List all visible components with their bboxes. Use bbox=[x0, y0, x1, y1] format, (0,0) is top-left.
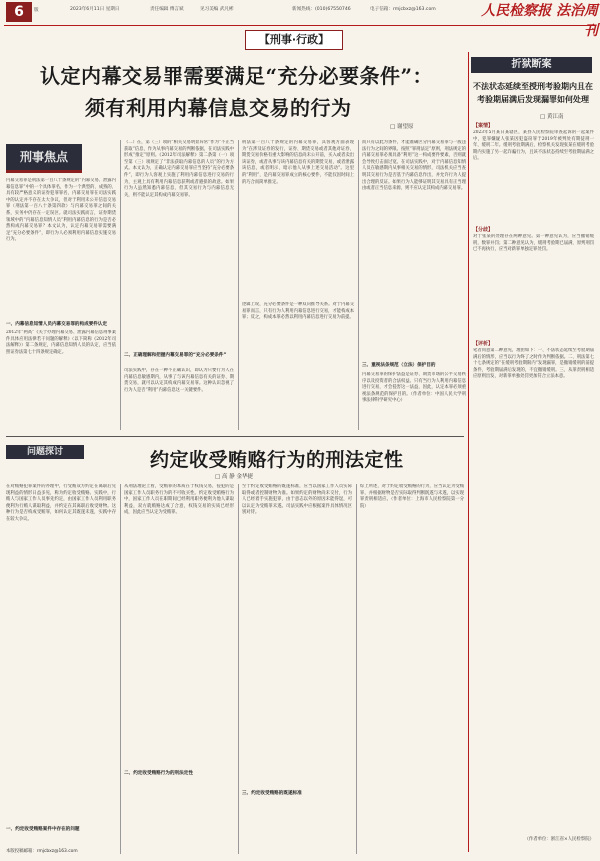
column-divider bbox=[358, 140, 359, 430]
header-rule bbox=[4, 25, 596, 26]
article1-col4b: 内幕交易罪的保护法益是证券、期货市场的公平交易秩序以及投资者的合法权益。只有当行为人利用内幕信息进行交易，才会侵害这一法益，因此，认定本罪必须重视法条规范的保护目的。（作者单位：中国人民大学刑事法律科学研究中心） bbox=[362, 372, 466, 404]
sidebar-byline: □ 黄江南 bbox=[540, 114, 564, 120]
editor: 责任编辑 傅言斌 bbox=[150, 7, 184, 12]
article2-subhead1: 一、约定收受贿赂案件中存在的问题 bbox=[6, 827, 80, 832]
column-badge-discussion: 问题探讨 bbox=[6, 445, 84, 459]
sidebar-analysis-label: 【评析】 bbox=[473, 341, 494, 347]
article1-subhead2: 二、正确理解和把握内幕交易罪的“充分必要条件” bbox=[124, 353, 227, 358]
article1-title-line2: 须有利用内幕信息交易的行为 bbox=[85, 96, 352, 120]
article2-col2: 从刑法理论上看，受贿罪的本质在于权钱交易，侵犯的是国家工作人员职务行为的不可收买性。约定收受贿赂行为中，国家工作人员在职期间已经利用职务便利为他人谋取利益，双方就贿赂达成了合意，权钱交易的实质已经形成，因此应当认定为受贿罪。 bbox=[124, 484, 234, 516]
page-label: 版 bbox=[34, 8, 39, 13]
column-divider bbox=[238, 484, 239, 854]
article-divider bbox=[6, 436, 464, 437]
sidebar-divider bbox=[468, 52, 469, 852]
article1-col1b: 2012年“两高”《关于办理内幕交易、泄露内幕信息刑事案件具体应用法律若干问题的解释》（以下简称《2012年司法解释》）第二条规定，内幕信息知情人员的认定，应当依照证券法第七十四条规定确定。 bbox=[6, 330, 116, 355]
email: 电子信箱：rmjcbxz@163.com bbox=[370, 7, 436, 12]
article2-col3: 至于约定收受贿赂的既遂标准，应当以国家工作人员实际取得或者控制财物为准。如果约定的财物尚未交付，行为人已经着手实施犯罪，由于意志以外的原因未能得逞，可以认定为受贿罪未遂。司法实践中应根据案件具体情况区别对待。 bbox=[242, 484, 352, 516]
column-divider bbox=[238, 140, 239, 430]
column-divider bbox=[120, 140, 121, 430]
article1-col3b: 逻辑上说，充分必要条件是一种双向推导关系。对于内幕交易罪而言，只有行为人利用内幕信息进行交易，才能构成本罪；反之，构成本罪必然以利用内幕信息进行交易为前提。 bbox=[242, 302, 354, 321]
hotline: 新闻热线：(010)67550746 bbox=[292, 7, 351, 12]
footer-note: 本版投稿邮箱：rmjcbxz@163.com bbox=[6, 849, 78, 854]
sidebar-case-text: 2023年5月某日某辖区，某县人民检察院审查起诉的一起案件中，犯罪嫌疑人张某因犯盗窃罪于2019年被判处有期徒刑一年，缓刑二年。缓刑考验期满后，检察机关发现张某在缓刑考验期内实施了另一起诈骗行为，且该不法状态持续至考验期届满之后。 bbox=[473, 130, 594, 162]
issue-date: 2023年6月11日 星期日 bbox=[70, 7, 120, 12]
article1-col2b: 司法实践中，存在一种不正确认识，即认为只要行为人在内幕信息敏感期内，从事了与该内幕信息有关的证券、期货交易，就可以认定其构成内幕交易罪。这种认识忽视了行为人是否“利用”内幕信息这一关键要件。 bbox=[124, 368, 234, 393]
article2-col4: 综上所述，对于约定收受贿赂的行为，应当认定为受贿罪，并根据财物是否实际取得判断既遂与未遂，以实现罪责刑相适应。（作者单位：上海市人民检察院第一分院） bbox=[360, 484, 464, 509]
section-tag: 【刑事·行政】 bbox=[245, 30, 343, 50]
proof-editor: 见习美编 武凡彬 bbox=[200, 7, 234, 12]
page-number: 6 bbox=[6, 2, 32, 22]
column-badge-focus: 刑事焦点 bbox=[6, 144, 82, 173]
column-divider bbox=[120, 484, 121, 854]
article1-subhead3: 三、重视法条规范（立法）保护目的 bbox=[362, 363, 436, 368]
article1-byline: □ 谢望原 bbox=[390, 124, 414, 130]
sidebar-title-line1: 不法状态延续至授刑考验期内且在 bbox=[473, 81, 593, 91]
article1-col1: 内幕交易罪是刑法第一百八十条规定的“内幕交易、泄露内幕信息罪”中的一个具体罪名，作为一个典型的、成熟的、具有较严格意义的证券犯罪罪名，内幕交易罪在司法实践中的认定并不存在太大争议，但对于利用未公开信息交易罪（刑法第一百八十条第四款）与内幕交易罪之间的关系，实务中仍存在一定误区。就司法实践而言，证券期货领域中的“内幕信息知情人员”利用内幕信息的行为是否必然构成内幕交易罪？本文认为，认定内幕交易罪需要满足“充分必要条件”，即行为人必须利用内幕信息实施交易行为。 bbox=[6, 178, 116, 243]
sidebar-split-text: 对于张某的处理存在两种意见。第一种意见认为，应当撤销缓刑，数罪并罚；第二种意见认为，缓刑考验期已届满，原判刑罚已不再执行，应当对新罪单独定罪处罚。 bbox=[473, 234, 594, 253]
sidebar-analysis-text: 笔者同意第二种意见，理由如下：一、不法状态延续至考验期届满后的情形，应当以行为终了之时作为判断依据。二、刑法第七十七条规定的“在缓刑考验期限内”发现漏罪，是撤销缓刑的前提条件，考验期届满后发现的，不宜撤销缓刑。三、从罪责刑相适应原则出发，对新罪单独处罚更加符合立法本意。 bbox=[473, 348, 594, 380]
sidebar-author: （作者单位：浙江省×人民检察院） bbox=[524, 837, 594, 842]
masthead-logo: 人民检察报 法治周刊 bbox=[481, 3, 598, 39]
article1-title-line1: 认定内幕交易罪需要满足“充分必要条件”： bbox=[40, 64, 434, 88]
sidebar-title-line2: 考验期届满后发现漏罪如何处理 bbox=[477, 94, 589, 104]
column-divider bbox=[356, 484, 357, 854]
article1-subhead1: 一、内幕信息知情人员内幕交易罪的构成要件认定 bbox=[6, 322, 108, 327]
article2-col1: 在对贿赂犯罪案件的办理中，行受贿双方约定在离职后兑现利益的情形日益多见，称为约定收受贿赂。实践中，行贿人与国家工作人员事先约定，由国家工作人员利用职务便利为行贿人谋取利益，并约定在其离职后收受财物。这种行为是否构成受贿罪，如何认定其既遂未遂，实践中存在较大争议。 bbox=[6, 484, 116, 522]
article2-subhead2: 二、约定收受贿赂行为的刑法定性 bbox=[124, 771, 193, 776]
article1-col2: （二）在，第（三）项的“相关交易明显异常”作为“不正当获取”信息，作为从事内幕交易的判断依据，在司法实践中形成“推定”原则。《2012年司法解释》第二条第（一）项至第（三）项规定了“非法获取内幕信息的人员”的行为方式。本文认为，正确认定内幕交易罪应当坚持“充分必要条件”，即行为人客观上实施了利用内幕信息进行交易的行为，主观上具有利用内幕信息获利或者避损的故意。如果行为人虽然知悉内幕信息，但其交易行为与内幕信息无关，则不能认定其构成内幕交易罪。 bbox=[124, 140, 234, 198]
article1-col3: 刑法第一百八十条规定的内幕交易罪，其客观方面表现为“在涉及证券的发行，证券、期货交易或者其他对证券、期货交易价格有重大影响的信息尚未公开前，买入或者卖出该证券，或者从事与该内幕信息有关的期货交易，或者泄露该信息，或者明示、暗示他人从事上述交易活动”。这里的“利用”，是内幕交易罪成立的核心要件，不能仅因时间上的巧合而简单推定。 bbox=[242, 140, 354, 185]
article2-byline: □ 高 静 金华捷 bbox=[215, 474, 253, 480]
article1-col4: 而只有以此为条件，才能准确区分内幕交易罪与一般违法行为之间的界限。按照“罪刑法定”原则，刑法规定的内幕交易罪必须具备“利用”这一构成要件要素，否则就会导致打击面过宽。在司法实践中，对于内幕信息知情人员在敏感期内从事相关交易的情形，司法机关应当查明其交易行为是否基于内幕信息作出，并允许行为人提出合理的反证。如果行为人能够证明其交易具有正当理由或者正当信息来源，则不应认定其构成内幕交易罪。 bbox=[362, 140, 466, 192]
sidebar-case-label: 【案情】 bbox=[473, 123, 494, 129]
sidebar-split-label: 【分歧】 bbox=[473, 227, 494, 233]
article2-subhead3: 三、约定收受贿赂的既遂标准 bbox=[242, 791, 302, 796]
article2-title: 约定收受贿赂行为的刑法定性 bbox=[150, 449, 404, 471]
sidebar-badge: 折狱断案 bbox=[471, 57, 592, 73]
